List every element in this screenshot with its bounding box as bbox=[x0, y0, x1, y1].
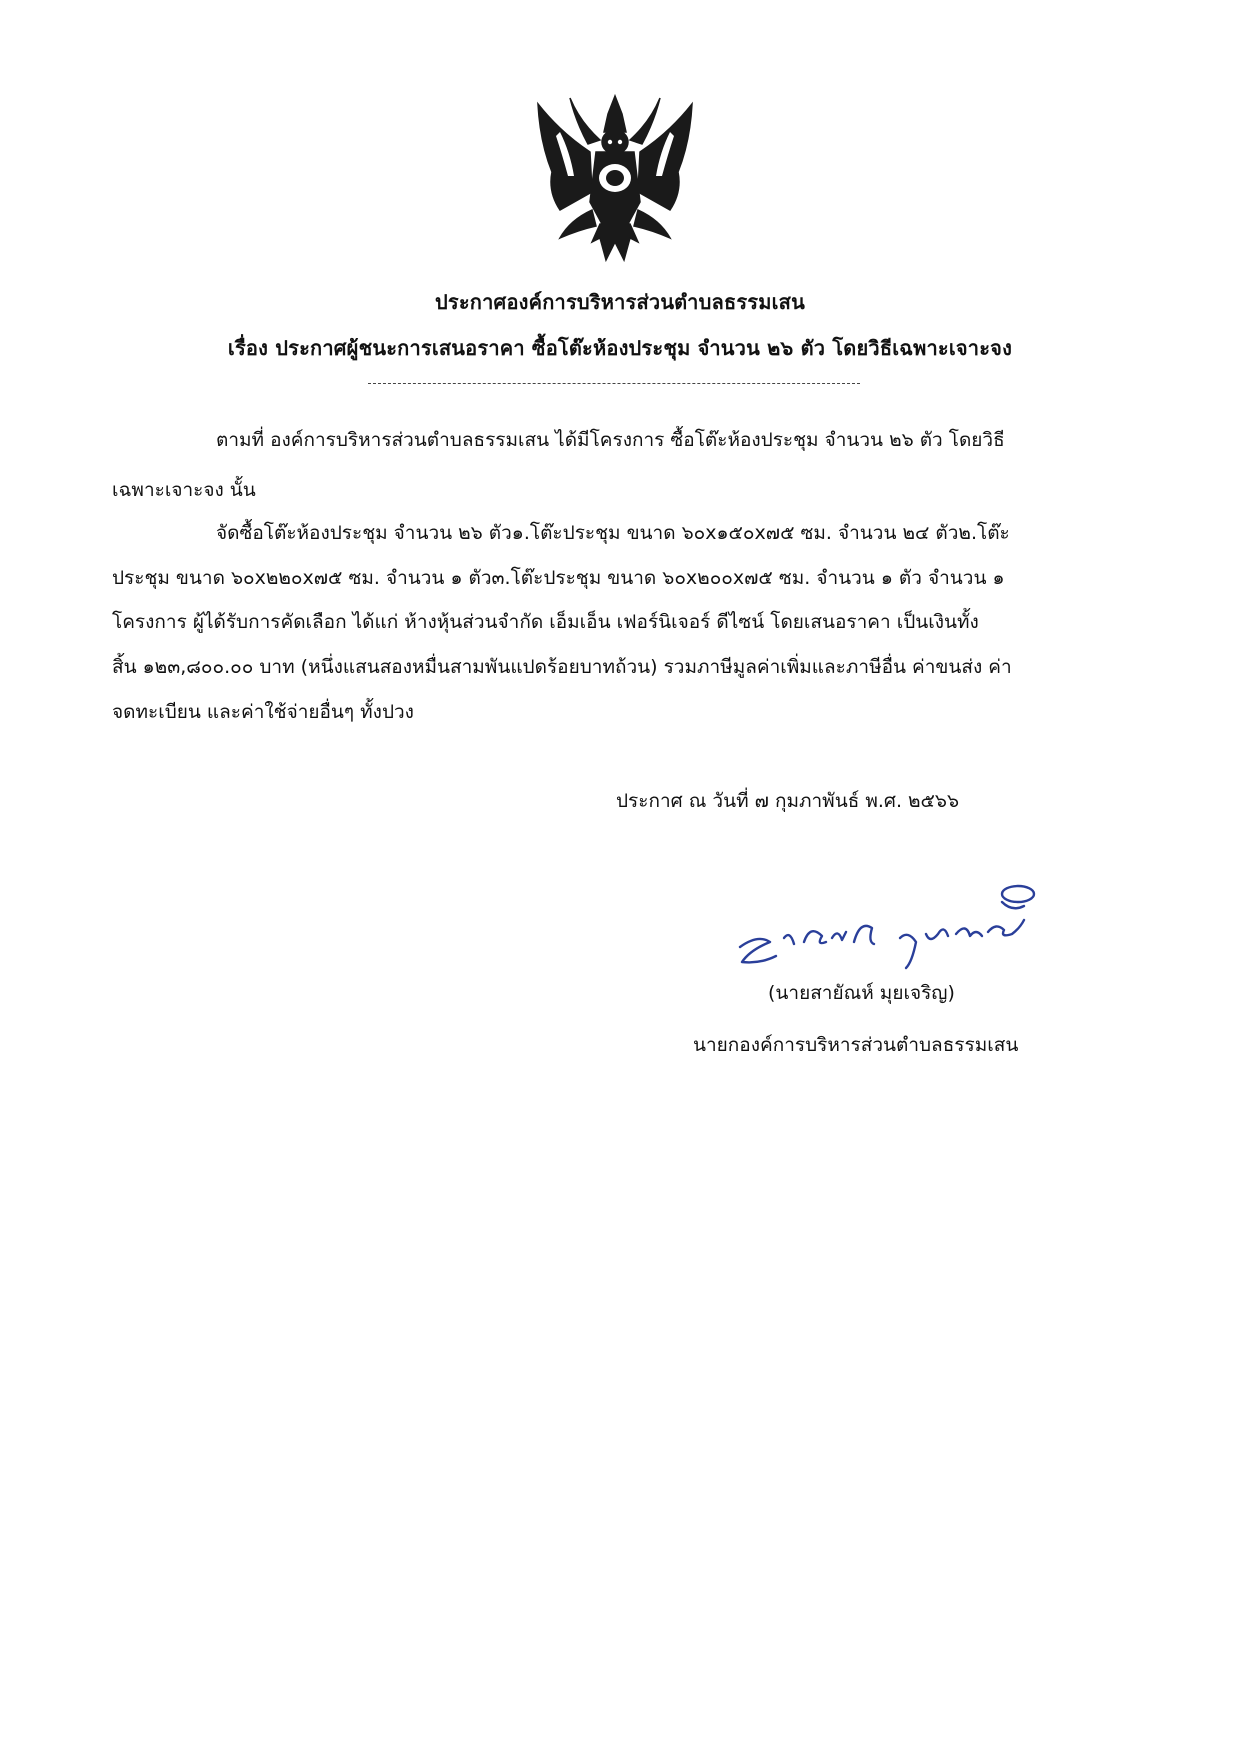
body-line: จัดซื้อโต๊ะห้องประชุม จำนวน ๒๖ ตัว๑.โต๊ะประชุม ขนาด ๖๐x๑๕๐x๗๕ ซม. จำนวน ๒๔ ตัว๒.โต๊ะ bbox=[216, 522, 1010, 544]
announcement-date: ประกาศ ณ วันที่ ๗ กุมภาพันธ์ พ.ศ. ๒๕๖๖ bbox=[616, 790, 960, 812]
body-line: สิ้น ๑๒๓,๘๐๐.๐๐ บาท (หนึ่งแสนสองหมื่นสามพันแปดร้อยบาทถ้วน) รวมภาษีมูลค่าเพิ่มและภาษีอื่น ค่าขนส่ง ค่า bbox=[112, 656, 1012, 678]
body-line: จดทะเบียน และค่าใช้จ่ายอื่นๆ ทั้งปวง bbox=[112, 701, 414, 723]
garuda-emblem-icon bbox=[530, 92, 700, 270]
signer-name: (นายสายัณห์ มุยเจริญ) bbox=[768, 982, 955, 1004]
announcement-title: ประกาศองค์การบริหารส่วนตำบลธรรมเสน bbox=[435, 290, 805, 314]
handwritten-signature-icon bbox=[730, 872, 1040, 972]
title-divider bbox=[368, 383, 860, 384]
body-line: ประชุม ขนาด ๖๐x๒๒๐x๗๕ ซม. จำนวน ๑ ตัว๓.โต๊ะประชุม ขนาด ๖๐x๒๐๐x๗๕ ซม. จำนวน ๑ ตัว จำนวน ๑ bbox=[112, 567, 1005, 589]
body-line: โครงการ ผู้ได้รับการคัดเลือก ได้แก่ ห้างหุ้นส่วนจำกัด เอ็มเอ็น เฟอร์นิเจอร์ ดีไซน์ โดยเสนอราคา เป็นเงินทั้ง bbox=[112, 611, 979, 633]
body-line: ตามที่ องค์การบริหารส่วนตำบลธรรมเสน ได้มีโครงการ ซื้อโต๊ะห้องประชุม จำนวน ๒๖ ตัว โดยวิธี bbox=[216, 429, 1005, 451]
body-line: เฉพาะเจาะจง นั้น bbox=[112, 479, 256, 501]
announcement-subject: เรื่อง ประกาศผู้ชนะการเสนอราคา ซื้อโต๊ะห้องประชุม จำนวน ๒๖ ตัว โดยวิธีเฉพาะเจาะจง bbox=[227, 336, 1013, 360]
signer-position: นายกองค์การบริหารส่วนตำบลธรรมเสน bbox=[693, 1034, 1019, 1056]
